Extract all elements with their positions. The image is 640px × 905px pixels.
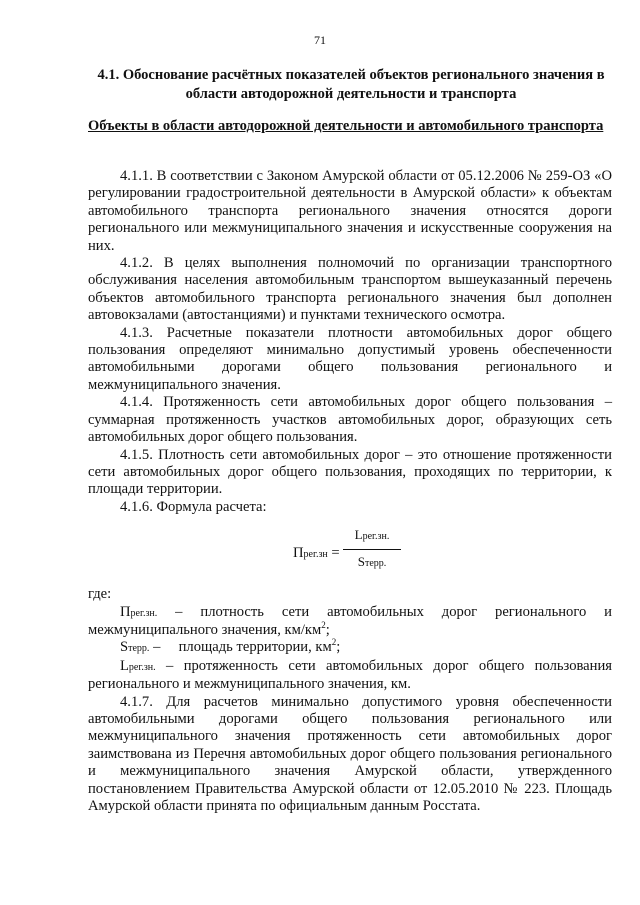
section-heading: 4.1. Обоснование расчётных показателей объектов регионального значения в области автодорожной деятельности и транспорта <box>97 67 605 102</box>
formula-fraction <box>343 526 401 572</box>
definition-length <box>88 658 612 694</box>
paragraph-4-1-2: 4.1.2. В целях выполнения полномочий по организации транспортного обслуживания населения автомобильным транспортом вышеуказанный перечень объектов автомобильного транспорта регионального значения был дополнен автовокзалами (автостанциями) и пунктами технического осмотра. <box>88 255 612 324</box>
where-label: где: <box>88 586 112 603</box>
def-superscript: 2 <box>331 637 337 648</box>
paragraph-4-1-6: 4.1.6. Формула расчета: <box>120 498 267 515</box>
formula-equals: = <box>331 545 340 562</box>
def-symbol: П <box>120 603 131 620</box>
formula-num-subscript: рег.зн. <box>362 531 390 543</box>
def-text: – плотность сети автомобильных дорог регионального и межмуниципального значения, км/км <box>88 603 612 638</box>
def-text: – протяженность сети автомобильных дорог общего пользования регионального и межмуниципального значения, км. <box>88 657 612 693</box>
paragraph-4-1-4: 4.1.4. Протяженность сети автомобильных дорог общего пользования – суммарная протяженность участков автомобильных дорог, образующих сеть автомобильных дорог общего пользования. <box>88 394 612 446</box>
formula-lhs-symbol: П <box>293 545 304 562</box>
body-text <box>88 168 612 815</box>
def-superscript: 2 <box>321 620 326 631</box>
paragraph-4-1-5: 4.1.5. Плотность сети автомобильных дорог – это отношение протяженности сети автомобильных дорог общего пользования, проходящих по территории, к площади территории. <box>88 446 612 498</box>
formula-denominator <box>343 550 401 572</box>
def-subscript: рег.зн. <box>130 607 158 619</box>
def-symbol: S <box>120 639 129 656</box>
paragraph-4-1-1: 4.1.1. В соответствии с Законом Амурской области от 05.12.2006 № 259-ОЗ «О регулировании градостроительной деятельности в Амурской области» к объектам автомобильного транспорта регионального значения относятся дороги регионального или межмуниципального значения и искусственные сооружения на них. <box>88 168 612 254</box>
density-formula <box>88 516 612 586</box>
definition-density <box>88 604 612 640</box>
def-subscript: терр. <box>128 643 150 655</box>
def-subscript: рег.зн. <box>128 661 156 673</box>
formula-lhs-subscript: рег.зн <box>303 549 328 561</box>
subsection-heading: Объекты в области автодорожной деятельности и автомобильного транспорта <box>88 118 604 134</box>
def-tail: ; <box>336 639 341 656</box>
def-tail: ; <box>325 621 330 638</box>
formula-numerator <box>343 526 401 549</box>
paragraph-4-1-3: 4.1.3. Расчетные показатели плотности автомобильных дорог общего пользования определяют минимально допустимый уровень обеспеченности автомобильными дорогами общего пользования регионального и межмуниципального значения. <box>88 324 612 393</box>
def-symbol: L <box>120 657 129 674</box>
def-text: – площадь территории, км <box>149 639 332 656</box>
formula-lhs <box>293 545 340 563</box>
definition-area <box>88 639 612 657</box>
formula-num-symbol: L <box>354 527 363 543</box>
formula-den-symbol: S <box>357 553 365 569</box>
formula-den-subscript: терр. <box>364 557 387 569</box>
paragraph-4-1-7: 4.1.7. Для расчетов минимально допустимого уровня обеспеченности автомобильными дорогами общего пользования регионального или межмуниципального значения протяженность сети автомобильных дорог заимствована из Перечня автомобильных дорог общего пользования регионального и межмуниципального значения Амурской области, утвержденного постановлением Правительства Амурской области от 12.05.2010 № 223. Площадь Амурской области принята по официальным данным Росстата. <box>88 693 612 814</box>
page-number: 71 <box>314 33 326 47</box>
